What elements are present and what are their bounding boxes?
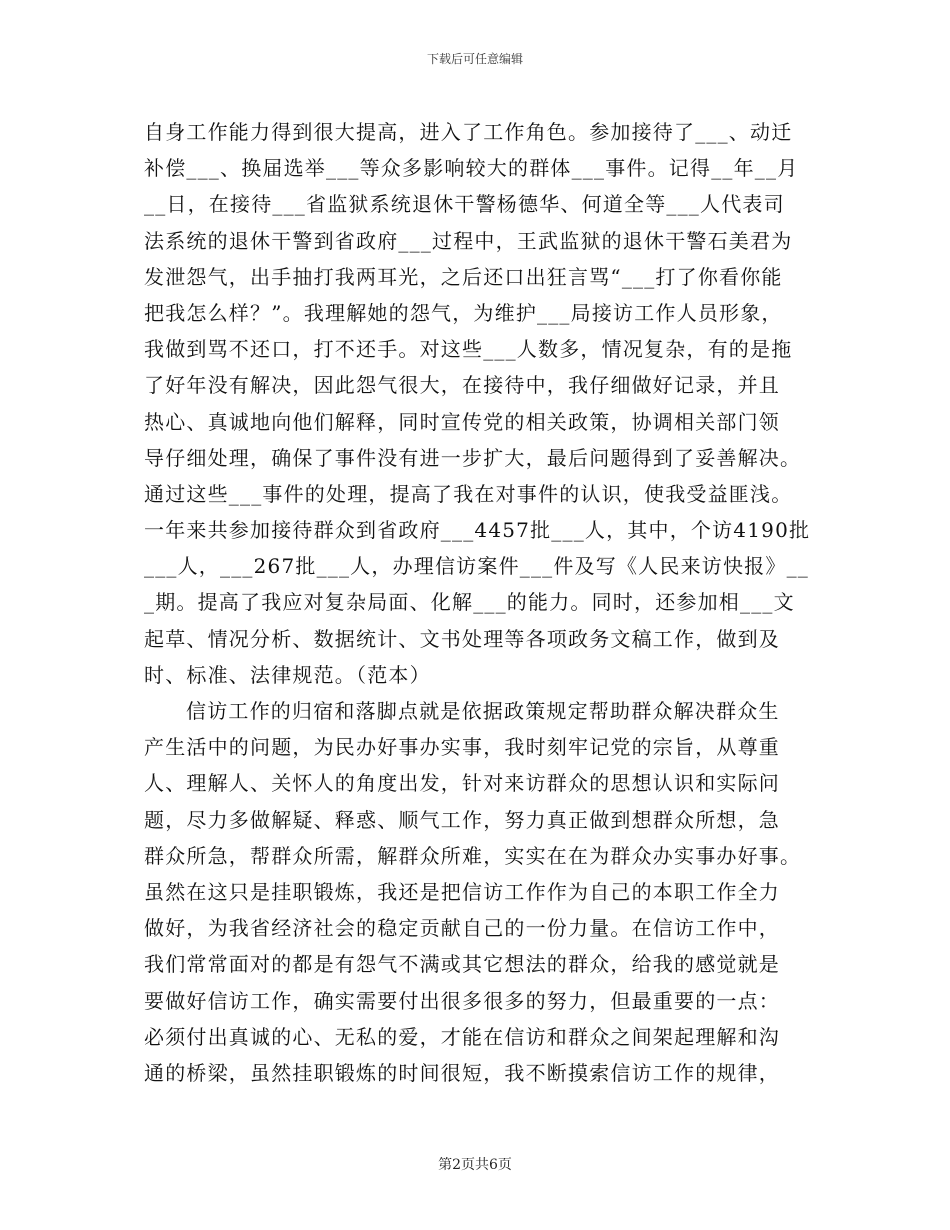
- body-line: 通的桥梁，虽然挂职锻炼的时间很短，我不断摸索信访工作的规律，: [144, 1060, 780, 1085]
- body-line: 题，尽力多做解疑、释惑、顺气工作，努力真正做到想群众所想，急: [144, 807, 780, 832]
- body-line: 了好年没有解决，因此怨气很大，在接待中，我仔细做好记录，并且: [144, 373, 780, 398]
- body-line: 法系统的退休干警到省政府___过程中，王武监狱的退休干警石美君为: [144, 228, 793, 253]
- body-line: 自身工作能力得到很大提高，进入了工作角色。参加接待了___、动迁: [144, 120, 793, 144]
- body-line: 热心、真诚地向他们解释，同时宣传党的相关政策，协调相关部门领: [144, 409, 780, 434]
- body-line: 一年来共参加接待群众到省政府___4457批___人，其中，个访4190批: [144, 518, 811, 543]
- body-line: 人、理解人、关怀人的角度出发，针对来访群众的思想认识和实际问: [144, 771, 780, 796]
- body-line: _期。提高了我应对复杂局面、化解___的能力。同时，还参加相___文: [144, 590, 795, 615]
- paragraph-start-line: 信访工作的归宿和落脚点就是依据政策规定帮助群众解决群众生: [186, 699, 780, 723]
- body-line: 我们常常面对的都是有怨气不满或其它想法的群众，给我的感觉就是: [144, 952, 780, 977]
- body-line: 要做好信访工作，确实需要付出很多很多的努力，但最重要的一点：: [144, 988, 780, 1013]
- body-line: 时、标准、法律规范。（范本）: [144, 662, 431, 687]
- body-line: 产生活中的问题，为民办好事办实事，我时刻牢记党的宗旨，从尊重: [144, 735, 780, 760]
- body-line: 虽然在这只是挂职锻炼，我还是把信访工作作为自己的本职工作全力: [144, 879, 780, 904]
- body-line: ___人，___267批___人，办理信访案件___件及写《人民来访快报》__: [144, 554, 809, 579]
- body-line: 群众所急，帮群众所需，解群众所难，实实在在为群众办实事办好事。: [144, 843, 802, 868]
- document-body: [144, 114, 811, 1091]
- body-line: __日，在接待___省监狱系统退休干警杨德华、何道全等___人代表司: [144, 192, 785, 217]
- body-line: 补偿___、换届选举___等众多影响较大的群体___事件。记得__年__月: [144, 156, 799, 181]
- body-line: 发泄怨气，出手抽打我两耳光，之后还口出狂言骂“___打了你看你能: [144, 264, 783, 289]
- body-line: 把我怎么样？”。我理解她的怨气，为维护___局接访工作人员形象，: [144, 300, 783, 325]
- body-line: 导仔细处理，确保了事件没有进一步扩大，最后问题得到了妥善解决。: [144, 445, 802, 470]
- page-header: 下载后可任意编辑: [426, 52, 523, 66]
- body-line: 我做到骂不还口，打不还手。对这些___人数多，情况复杂，有的是拖: [144, 337, 793, 362]
- body-line: 做好，为我省经济社会的稳定贡献自己的一份力量。在信访工作中，: [144, 916, 780, 941]
- body-line: 通过这些___事件的处理，提高了我在对事件的认识，使我受益匪浅。: [144, 481, 793, 506]
- body-line: 起草、情况分析、数据统计、文书处理等各项政务文稿工作，做到及: [144, 626, 780, 651]
- body-line: 必须付出真诚的心、无私的爱，才能在信访和群众之间架起理解和沟: [144, 1024, 780, 1049]
- page-number: 第2页共6页: [438, 1157, 512, 1173]
